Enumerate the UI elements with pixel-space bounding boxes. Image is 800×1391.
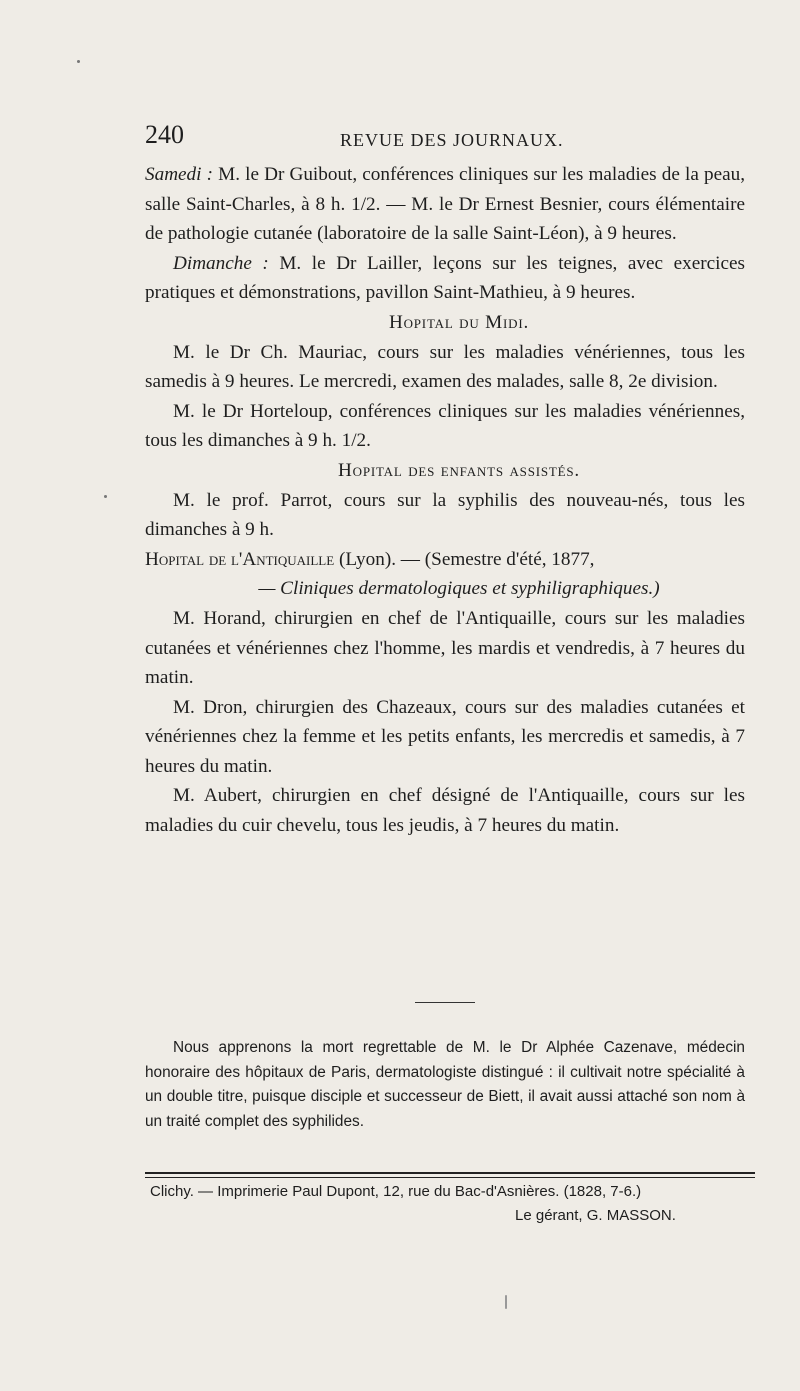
- section-divider: [415, 1002, 475, 1003]
- printer-imprint: [150, 1180, 750, 1228]
- hospital-name: Hopital de l'Antiquaille: [145, 548, 335, 570]
- paragraph-text: M. le Dr Guibout, conférences cliniques sur les maladies de la peau, salle Saint-Charles, à 8 h. 1/2. — M. le Dr Ernest Besnier, cours élémentaire de pathologie cutanée (laboratoire de la salle Saint-Léon), à 9 heures.: [145, 164, 746, 245]
- paper-speck: [104, 495, 107, 498]
- paragraph-aubert: M. Aubert, chirurgien en chef désigné de l'Antiquaille, cours sur les maladies du cuir chevelu, tous les jeudis, à 7 heures du matin.: [145, 785, 745, 837]
- paragraph-horteloup: M. le Dr Horteloup, conférences cliniques sur les maladies vénériennes, tous les dimanches à 9 h. 1/2.: [145, 400, 745, 452]
- article-body: [145, 160, 745, 841]
- section-heading-antiquaille: [145, 545, 745, 575]
- imprint-manager-line: Le gérant, G. MASSON.: [515, 1207, 676, 1224]
- section-heading-midi: Hopital du Midi.: [388, 311, 530, 333]
- paragraph-text: M. le Dr Lailler, leçons sur les teignes, avec exercices pratiques et démonstrations, pavillon Saint-Mathieu, à 9 heures.: [145, 252, 745, 304]
- paragraph-parrot: M. le prof. Parrot, cours sur la syphilis des nouveau-nés, tous les dimanches à 9 h.: [145, 489, 745, 541]
- paragraph-horand: M. Horand, chirurgien en chef de l'Antiquaille, cours sur les maladies cutanées et vénériennes chez l'homme, les mardis et vendredis, à 7 heures du matin.: [145, 607, 745, 689]
- day-label-samedi: Samedi :: [145, 164, 214, 185]
- clinics-subtitle: — Cliniques dermatologiques et syphiligraphiques.): [258, 578, 660, 600]
- paragraph-samedi: [145, 160, 745, 249]
- page-header: [145, 120, 745, 160]
- page-number: 240: [145, 120, 184, 149]
- footer-rule: [145, 1172, 755, 1178]
- paragraph-dimanche: [145, 249, 745, 308]
- day-label-dimanche: Dimanche :: [173, 252, 269, 274]
- paper-mark: [505, 1295, 507, 1309]
- semester-note: (Lyon). — (Semestre d'été, 1877,: [334, 548, 595, 570]
- obituary-notice: [145, 1036, 745, 1134]
- running-head: REVUE DES JOURNAUX.: [340, 130, 564, 150]
- section-heading-enfants: Hopital des enfants assistés.: [337, 459, 581, 481]
- paragraph-dron: M. Dron, chirurgien des Chazeaux, cours sur des maladies cutanées et vénériennes chez la femme et les petits enfants, les mercredis et samedis, à 7 heures du matin.: [145, 696, 745, 777]
- imprint-printer-line: Clichy. — Imprimerie Paul Dupont, 12, rue du Bac-d'Asnières. (1828, 7-6.): [150, 1183, 642, 1200]
- paragraph-mauriac: M. le Dr Ch. Mauriac, cours sur les maladies vénériennes, tous les samedis à 9 heures. Le mercredi, examen des malades, salle 8, 2e division.: [145, 341, 745, 393]
- notice-text: Nous apprenons la mort regrettable de M. le Dr Alphée Cazenave, médecin honoraire des hôpitaux de Paris, dermatologiste distingué : il cultivait notre spécialité à un double titre, puisque disciple et successeur de Biett, il avait aussi attaché son nom à un traité complet des syphilides.: [145, 1039, 745, 1130]
- paper-speck: [77, 60, 80, 63]
